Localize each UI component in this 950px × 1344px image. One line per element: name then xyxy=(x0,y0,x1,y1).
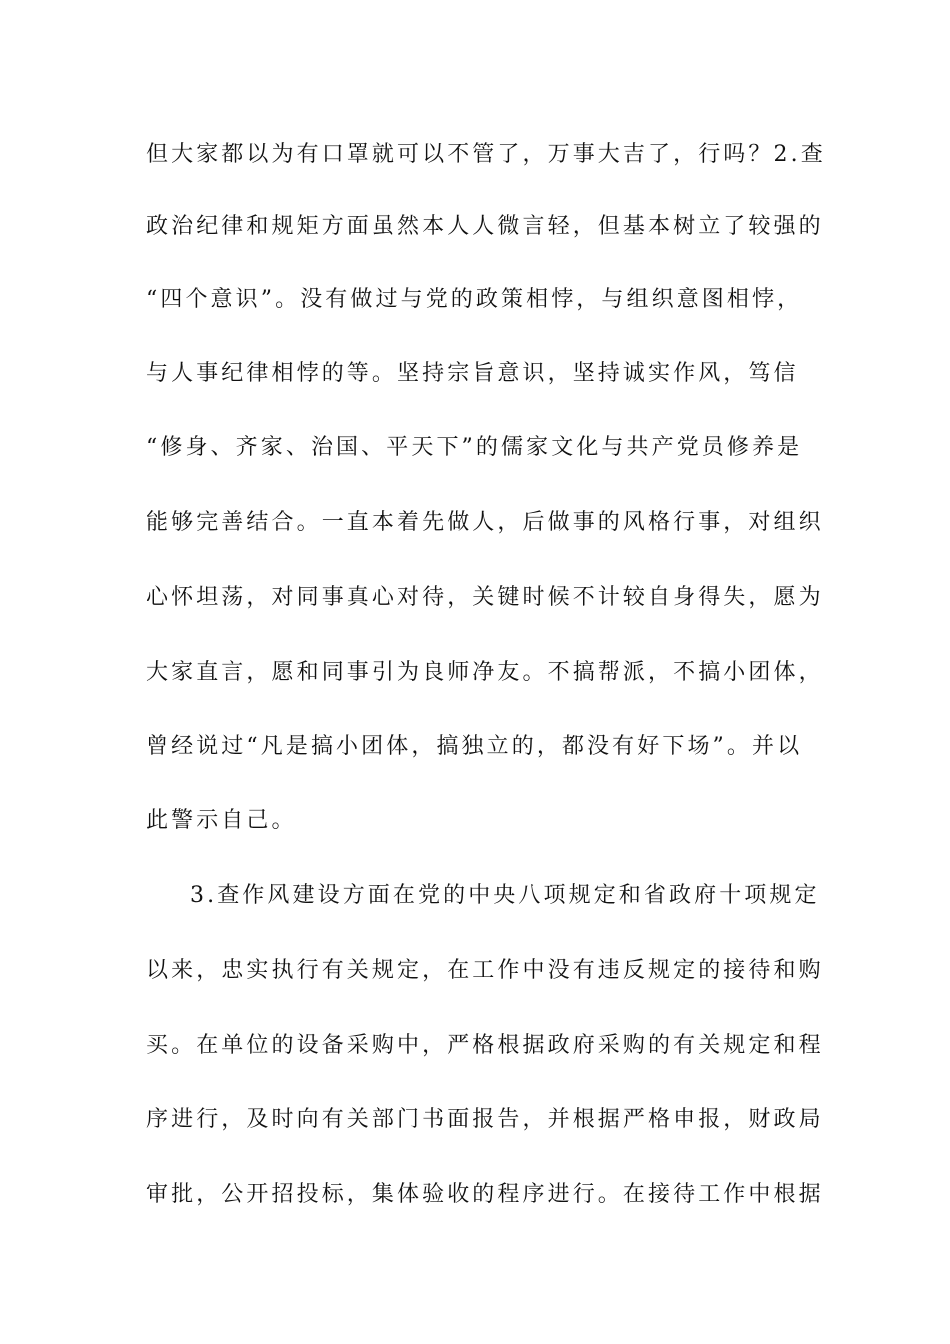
text-line-indented: 3.查作风建设方面在党的中央八项规定和省政府十项规定 xyxy=(190,883,820,908)
text-line: “修身、齐家、治国、平天下”的儒家文化与共产党员修养是 xyxy=(146,435,803,460)
text-line: 心怀坦荡，对同事真心对待，关键时候不计较自身得失，愿为 xyxy=(146,585,824,610)
text-line: “四个意识”。没有做过与党的政策相悖，与组织意图相悖， xyxy=(146,287,803,312)
text-line: 政治纪律和规矩方面虽然本人人微言轻，但基本树立了较强的 xyxy=(146,214,824,239)
text-line: 买。在单位的设备采购中，严格根据政府采购的有关规定和程 xyxy=(146,1033,824,1058)
text-line: 审批，公开招投标，集体验收的程序进行。在接待工作中根据 xyxy=(146,1182,824,1207)
text-line: 能够完善结合。一直本着先做人，后做事的风格行事，对组织 xyxy=(146,510,824,535)
text-line: 序进行，及时向有关部门书面报告，并根据严格申报，财政局 xyxy=(146,1107,824,1132)
text-line: 曾经说过“凡是搞小团体，搞独立的，都没有好下场”。并以 xyxy=(146,734,803,759)
text-line: 与人事纪律相悖的等。坚持宗旨意识，坚持诚实作风，笃信 xyxy=(146,361,799,386)
text-line: 但大家都以为有口罩就可以不管了，万事大吉了，行吗？2.查 xyxy=(146,142,826,167)
text-line: 大家直言，愿和同事引为良师净友。不搞帮派，不搞小团体， xyxy=(146,660,824,685)
text-line: 以来，忠实执行有关规定，在工作中没有违反规定的接待和购 xyxy=(146,958,824,983)
text-line: 此警示自己。 xyxy=(146,808,297,833)
